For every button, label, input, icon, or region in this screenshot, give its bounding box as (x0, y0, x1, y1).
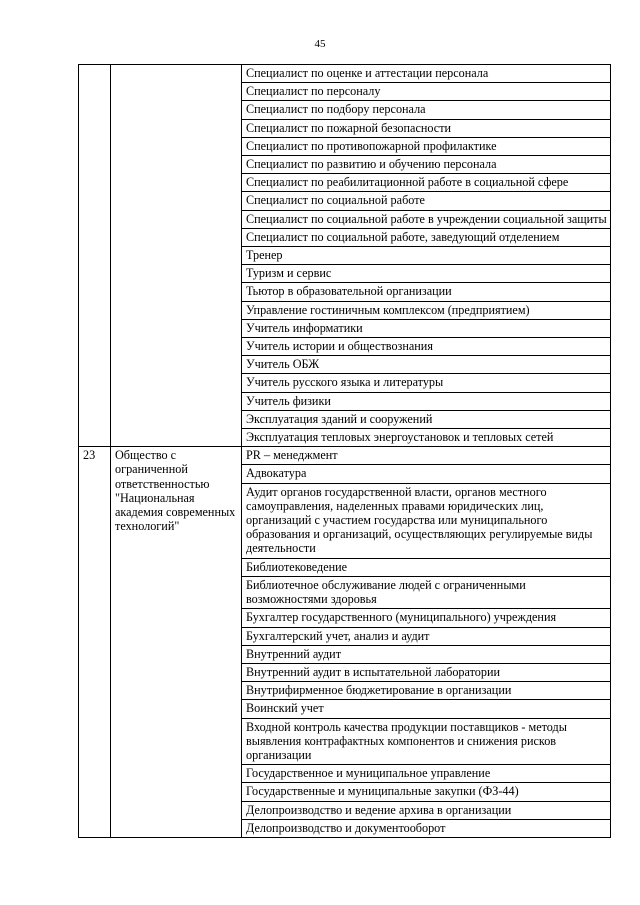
program-cell: Внутрифирменное бюджетирование в организации (242, 682, 611, 700)
program-cell: Учитель информатики (242, 319, 611, 337)
table-row (79, 65, 611, 83)
program-cell: Адвокатура (242, 465, 611, 483)
program-cell: Специалист по социальной работе (242, 192, 611, 210)
program-cell: Специалист по социальной работе, заведующий отделением (242, 228, 611, 246)
program-cell: Учитель русского языка и литературы (242, 374, 611, 392)
program-cell: Учитель истории и обществознания (242, 338, 611, 356)
program-cell: Специалист по пожарной безопасности (242, 119, 611, 137)
row-number-cell: 23 (79, 447, 111, 838)
table-row (79, 447, 611, 465)
program-cell: Учитель физики (242, 392, 611, 410)
program-cell: Делопроизводство и ведение архива в организации (242, 801, 611, 819)
program-cell: Воинский учет (242, 700, 611, 718)
program-cell: Входной контроль качества продукции поставщиков - методы выявления контрафактных компонентов и снижения рисков организации (242, 718, 611, 765)
program-cell: Управление гостиничным комплексом (предприятием) (242, 301, 611, 319)
program-cell: Учитель ОБЖ (242, 356, 611, 374)
program-cell: Специалист по подбору персонала (242, 101, 611, 119)
program-cell: Внутренний аудит (242, 645, 611, 663)
program-cell: Государственные и муниципальные закупки (ФЗ-44) (242, 783, 611, 801)
programs-table (78, 64, 611, 838)
program-cell: Специалист по реабилитационной работе в социальной сфере (242, 174, 611, 192)
program-cell: Специалист по персоналу (242, 83, 611, 101)
program-cell: Делопроизводство и документооборот (242, 819, 611, 837)
program-cell: Специалист по противопожарной профилактике (242, 137, 611, 155)
program-cell: Туризм и сервис (242, 265, 611, 283)
program-cell: Государственное и муниципальное управление (242, 765, 611, 783)
program-cell: Тренер (242, 247, 611, 265)
program-cell: Специалист по оценке и аттестации персонала (242, 65, 611, 83)
page-number: 45 (314, 38, 326, 50)
program-cell: Специалист по развитию и обучению персонала (242, 156, 611, 174)
program-cell: Эксплуатация зданий и сооружений (242, 410, 611, 428)
program-cell: Эксплуатация тепловых энергоустановок и тепловых сетей (242, 429, 611, 447)
organization-cell: Общество с ограниченной ответственностью "Национальная академия современных технологий" (111, 447, 242, 838)
program-cell: Бухгалтер государственного (муниципального) учреждения (242, 609, 611, 627)
program-cell: Библиотечное обслуживание людей с ограниченными возможностями здоровья (242, 576, 611, 608)
program-cell: Внутренний аудит в испытательной лаборатории (242, 663, 611, 681)
program-cell: Специалист по социальной работе в учреждении социальной защиты (242, 210, 611, 228)
program-cell: PR – менеджмент (242, 447, 611, 465)
row-number-cell (79, 65, 111, 447)
organization-cell (111, 65, 242, 447)
program-cell: Тьютор в образовательной организации (242, 283, 611, 301)
program-cell: Аудит органов государственной власти, органов местного самоуправления, наделенных правами юридических лиц, организаций с участием государства или муниципального образования и организаций, осуществляющих регулируемые виды деятельности (242, 483, 611, 558)
program-cell: Библиотековедение (242, 558, 611, 576)
program-cell: Бухгалтерский учет, анализ и аудит (242, 627, 611, 645)
